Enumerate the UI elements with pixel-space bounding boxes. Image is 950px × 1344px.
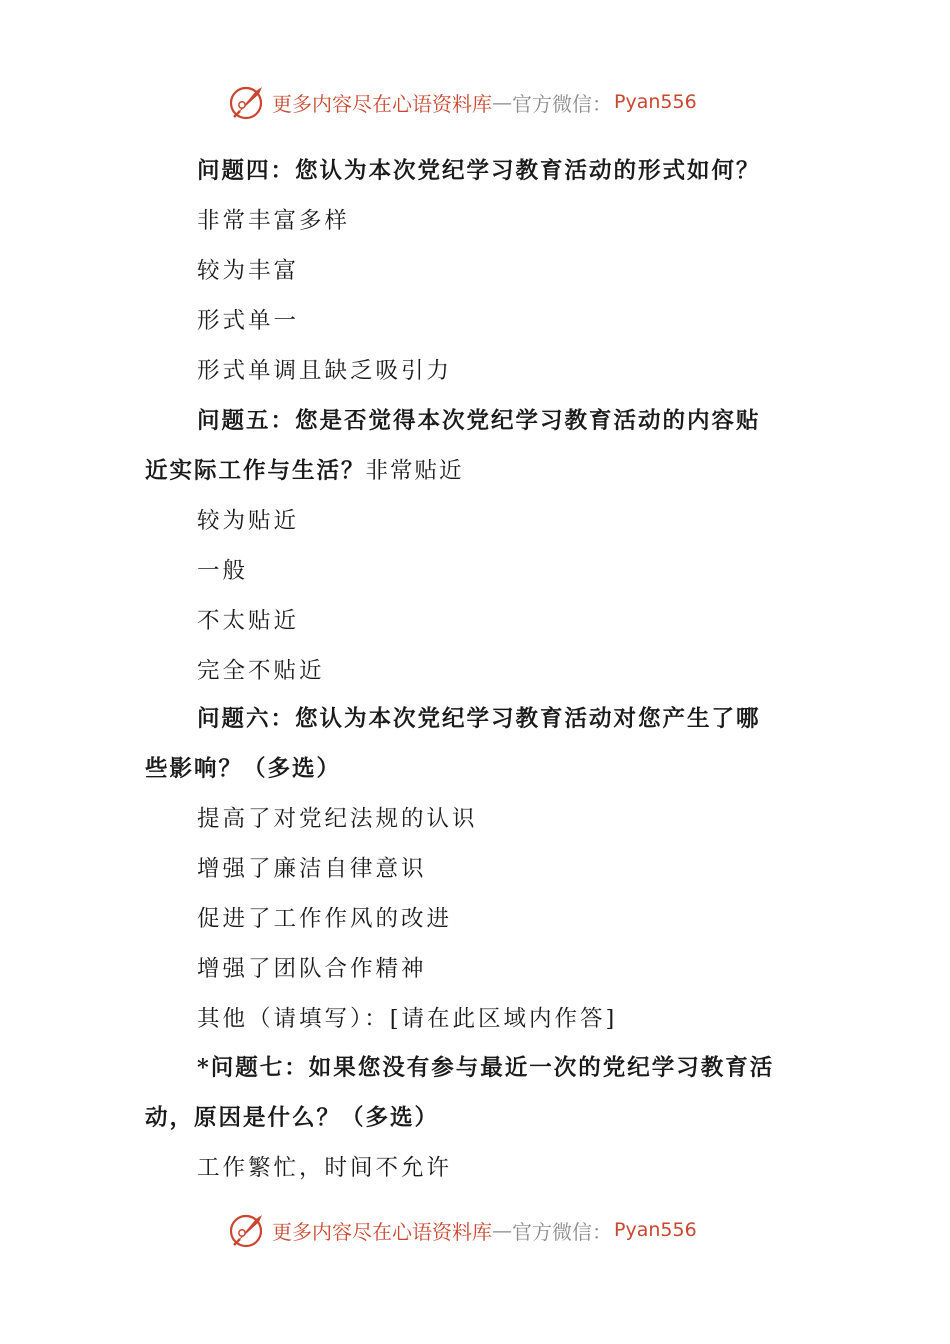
q4-option-3: 形式单一 [197,308,300,334]
watermark-site-text: 更多内容尽在心语资料库 [272,91,492,116]
watermark-wechat-label: 官方微信： [512,91,612,116]
watermark-wechat-id: Pyan556 [614,91,697,113]
question-5-title-line1: 问题五：您是否觉得本次党纪学习教育活动的内容贴 [197,408,761,434]
q6-option-5-other: 其他（请填写）：[请在此区域内作答] [197,1006,618,1032]
question-7-title-line1: *问题七：如果您没有参与最近一次的党纪学习教育活 [197,1055,775,1081]
watermark-wechat-label: 官方微信： [512,1219,612,1244]
q5-option-3: 一般 [197,558,249,584]
question-5-title-line2-row [145,446,464,496]
q6-option-4: 增强了团队合作精神 [197,956,427,982]
watermark-wechat-id: Pyan556 [614,1219,697,1241]
question-5-title-line2: 近实际工作与生活？ [145,458,366,484]
q6-option-2: 增强了廉洁自律意识 [197,856,427,882]
watermark-dash: — [492,90,512,114]
watermark-site-text: 更多内容尽在心语资料库 [272,1219,492,1244]
quill-logo-icon [226,81,268,123]
quill-logo-icon [226,1209,268,1251]
watermark-banner-bottom [226,1208,697,1252]
question-6-title-line2: 些影响？（多选） [145,756,342,782]
watermark-banner-top [226,80,697,124]
q4-option-1: 非常丰富多样 [197,208,351,234]
q6-option-1: 提高了对党纪法规的认识 [197,806,478,832]
question-4-title: 问题四：您认为本次党纪学习教育活动的形式如何？ [197,158,761,184]
q5-option-4: 不太贴近 [197,608,300,634]
question-7-title-line2: 动，原因是什么？（多选） [145,1105,440,1131]
q5-option-2: 较为贴近 [197,508,300,534]
q5-option-1: 非常贴近 [365,458,464,484]
q7-option-1: 工作繁忙，时间不允许 [197,1155,453,1181]
question-6-title-line1: 问题六：您认为本次党纪学习教育活动对您产生了哪 [197,706,761,732]
q6-option-3: 促进了工作作风的改进 [197,906,453,932]
watermark-dash: — [492,1218,512,1242]
q4-option-2: 较为丰富 [197,258,300,284]
q4-option-4: 形式单调且缺乏吸引力 [197,358,453,384]
q5-option-5: 完全不贴近 [197,658,325,684]
